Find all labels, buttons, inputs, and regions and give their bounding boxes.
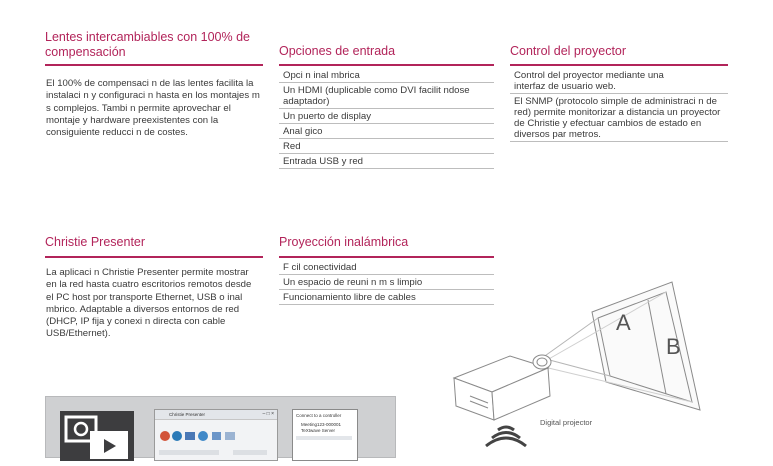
list-item: Un puerto de display <box>279 109 494 124</box>
list-item: Un espacio de reuni n m s limpio <box>279 275 494 290</box>
list-item: F cil conectividad <box>279 260 494 275</box>
wireless-signal-icon <box>486 427 526 446</box>
presenter-app-icon <box>60 411 134 461</box>
projector-caption: Digital projector <box>540 418 593 427</box>
lens-heading: Lentes intercambiables con 100% de compensación <box>45 30 250 59</box>
list-item: Opci n inal mbrica <box>279 68 494 83</box>
dialog-subtext: TeXtwave Server <box>301 428 336 433</box>
presenter-heading-rule <box>45 256 263 258</box>
toolbar-icons <box>155 420 277 460</box>
projector-control-rule <box>510 64 728 66</box>
dialog-item: Meeting123-000001 <box>301 422 342 427</box>
settings-icon <box>198 431 208 441</box>
input-options-rule <box>279 64 494 66</box>
wireless-heading: Proyección inalámbrica <box>279 235 409 249</box>
presenter-paragraph: La aplicaci n Christie Presenter permite mostrar en la red hasta cuatro escritorios remotos desde el PC host por transporte Ethernet, USB o inal mbrico. Adaptable a diversos entornos de red (DHCP, IP fija y conexi n directa con cable USB/Ethernet). <box>46 267 252 340</box>
screen-label-b: B <box>666 334 681 359</box>
presenter-logo-icon <box>60 411 134 461</box>
presenter-window <box>154 409 278 461</box>
list-item: Entrada USB y red <box>279 154 494 169</box>
lens-heading-rule <box>45 64 263 66</box>
projector-icon <box>454 355 551 420</box>
list-item: Control del proyector mediante una interfaz de usuario web. <box>510 68 728 94</box>
users-icon <box>225 432 235 440</box>
list-item: El SNMP (protocolo simple de administraci n de red) permite monitorizar a distancia un proyector de Christie y efectuar cambios de estado en diversos par metros. <box>510 94 728 142</box>
dialog-title: Connect to a controller <box>296 413 342 418</box>
wireless-heading-rule <box>279 256 494 258</box>
list-item: Red <box>279 139 494 154</box>
display-icon <box>212 432 221 440</box>
presenter-screenshot <box>45 396 396 458</box>
gear-icon <box>172 431 182 441</box>
projector-control-list <box>510 68 728 142</box>
projector-control-heading: Control del proyector <box>510 44 627 58</box>
list-item: Funcionamiento libre de cables <box>279 290 494 305</box>
globe-icon <box>160 431 170 441</box>
connect-dialog <box>292 409 358 461</box>
presenter-heading: Christie Presenter <box>45 235 146 249</box>
lens-paragraph: El 100% de compensaci n de las lentes facilita la instalaci n y configuraci n hasta en los montajes m s complejos. Tambi n permite aprovechar el montaje y hardware preexistentes con la consiguiente reducci n de costes. <box>46 78 260 139</box>
window-controls-icon: – □ × <box>262 411 274 417</box>
window-title: Christie Presenter <box>169 412 206 417</box>
list-item: Anal gico <box>279 124 494 139</box>
screen-label-a: A <box>616 310 631 335</box>
input-options-list <box>279 68 494 169</box>
input-options-heading: Opciones de entrada <box>279 44 396 58</box>
list-item: Un HDMI (duplicable como DVI facilit ndose adaptador) <box>279 83 494 109</box>
projector-illustration <box>440 270 773 450</box>
monitor-icon <box>185 432 195 440</box>
